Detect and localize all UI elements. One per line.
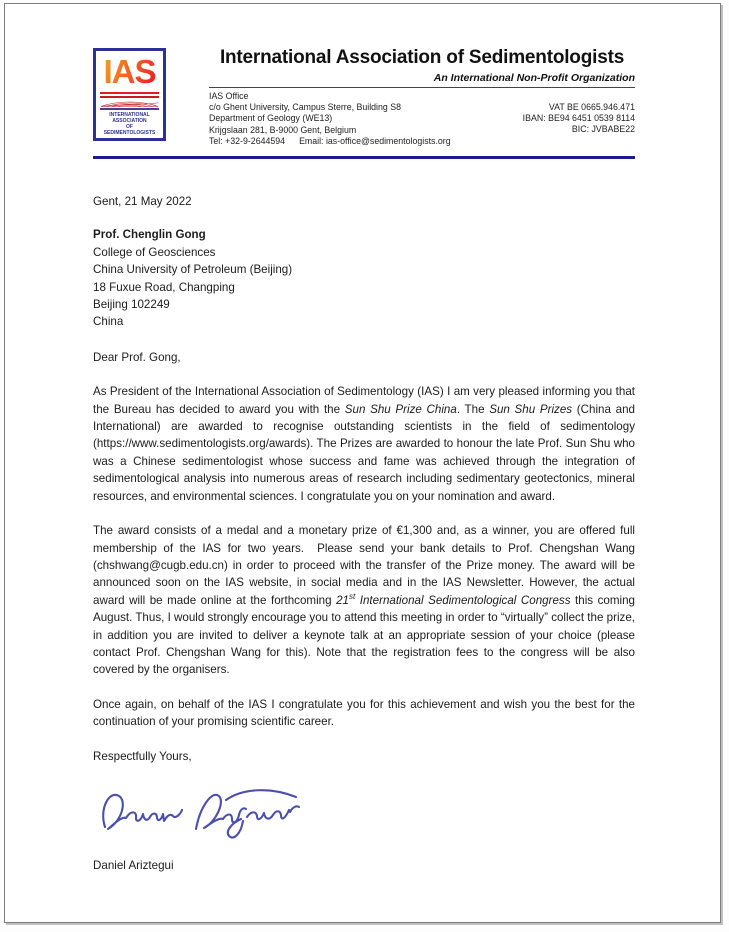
office-line: Department of Geology (WE13) xyxy=(209,113,333,124)
email-text: Email: ias-office@sedimentologists.org xyxy=(299,135,451,146)
office-block xyxy=(209,91,451,147)
ias-logo xyxy=(93,48,166,141)
body-paragraph-1: As President of the International Association of Sedimentology (IAS) I am very pleased informing you that the Bureau has decided to award you with the Sun Shu Prize China. The Sun Shu Prizes (China and International) are awarded to recognise outstanding scientists in the field of sedimentology (https://www.sedimentologists.org/awards). The Prizes are awarded to honour the late Prof. Sun Shu who was a Chinese sedimentologist whose success and fame was achieved through the integration of sedimentological analysis into numerous areas of research including sedimentary geotectonics, mineral resources, and environmental sciences. I congratulate you on your nomination and award. xyxy=(93,385,635,503)
recipient-name: Prof. Chenglin Gong xyxy=(93,228,206,242)
logo-caption-line1: INTERNATIONAL ASSOCIATION xyxy=(109,112,150,125)
letter-page xyxy=(4,3,721,923)
logo-caption xyxy=(100,112,159,136)
letterhead-right xyxy=(209,46,635,147)
iban-line: IBAN: BE94 6451 0539 8114 xyxy=(522,113,635,124)
logo-stripe-darkred xyxy=(100,96,159,98)
signature-image xyxy=(93,775,635,849)
recipient-line: China xyxy=(93,315,124,329)
signatory-name: Daniel Ariztegui xyxy=(93,858,174,872)
office-line: c/o Ghent University, Campus Sterre, Building S8 xyxy=(209,102,401,113)
body-paragraph-2: The award consists of a medal and a monetary prize of €1,300 and, as a winner, you are offered full membership of the IAS for two years. Please send your bank details to Prof. Chengshan Wang (chshwang@cugb.edu.cn) in order to proceed with the transfer of the Prize money. The award will be announced soon on the IAS website, in social media and in the IAS Newsletter. However, the actual award will be made online at the forthcoming 21st International Sedimentological Congress this coming August. Thus, I would strongly encourage you to attend this meeting in order to “virtually” collect the prize, in addition you are invited to deliver a keynote talk at an appropriate session of your choice (please contact Prof. Chengshan Wang for this). Note that the registration fees to the congress will be also covered by the organisers. xyxy=(93,524,635,677)
office-line: Krijgslaan 281, B-9000 Gent, Belgium xyxy=(209,124,357,135)
recipient-line: Beijing 102249 xyxy=(93,298,170,312)
recipient-line: 18 Fuxue Road, Changping xyxy=(93,280,235,294)
cross-bedding-icon xyxy=(100,100,159,107)
recipient-line: College of Geosciences xyxy=(93,245,216,259)
letter-body xyxy=(93,193,635,874)
office-row xyxy=(209,91,635,147)
date-line: Gent, 21 May 2022 xyxy=(93,195,192,209)
header-divider xyxy=(93,156,635,159)
logo-caption-line2: OF SEDIMENTOLOGISTS xyxy=(103,124,156,137)
bic-line: BIC: JVBABE22 xyxy=(571,124,635,135)
ias-logo-acronym: IAS xyxy=(100,54,159,90)
logo-stripe-purple xyxy=(100,108,159,110)
recipient-block xyxy=(93,226,635,330)
vat-line: VAT BE 0665.946.471 xyxy=(548,102,635,112)
org-subtitle: An International Non-Profit Organization xyxy=(433,72,635,84)
bank-block xyxy=(523,102,635,147)
body-paragraph-3: Once again, on behalf of the IAS I congratulate you for this achievement and wish you the best for the continuation of your promising scientific career. xyxy=(93,697,635,729)
office-line: IAS Office xyxy=(209,91,249,101)
letterhead xyxy=(93,46,635,147)
tel-text: Tel: +32-9-2644594 xyxy=(209,135,286,146)
logo-stripe-red xyxy=(100,92,159,94)
recipient-line: China University of Petroleum (Beijing) xyxy=(93,263,293,277)
closing: Respectfully Yours, xyxy=(93,749,192,763)
subtitle-rule xyxy=(209,87,635,88)
office-contact-line xyxy=(209,136,451,147)
salutation: Dear Prof. Gong, xyxy=(93,350,181,364)
org-title: International Association of Sedimentologists xyxy=(219,47,625,68)
